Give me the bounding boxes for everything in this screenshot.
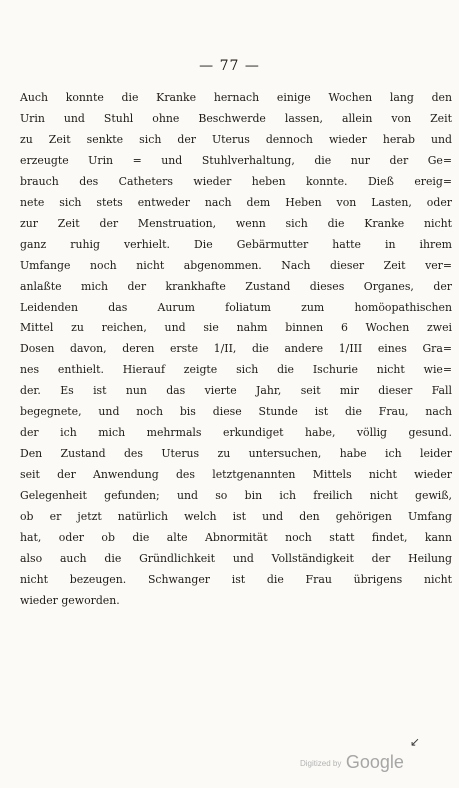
body-text [20, 88, 452, 612]
text-line: Mittel zu reichen, und sie nahm binnen 6 Wochen zwei [20, 321, 452, 335]
text-line: nes enthielt. Hierauf zeigte sich die Ischurie nicht wie= [20, 363, 452, 377]
text-line: Urin und Stuhl ohne Beschwerde lassen, allein von Zeit [20, 111, 452, 125]
text-line: brauch des Catheters wieder heben konnte. Dieß ereig= [20, 174, 452, 188]
text-line: Dosen davon, deren erste 1/II, die andere 1/III eines Gra= [20, 342, 452, 356]
text-line: nete sich stets entweder nach dem Heben von Lasten, oder [20, 195, 452, 209]
watermark-prefix: Digitized by [300, 759, 342, 768]
text-line: zur Zeit der Menstruation, wenn sich die Kranke nicht [20, 216, 452, 230]
text-line: ob er jetzt natürlich welch ist und den gehörigen Umfang [20, 510, 452, 524]
text-line: wieder geworden. [20, 593, 120, 607]
corner-mark: ↙ [410, 735, 421, 749]
text-line: der ich mich mehrmals erkundiget habe, völlig gesund. [20, 426, 452, 440]
text-line: Gelegenheit gefunden; und so bin ich freilich nicht gewiß, [20, 489, 452, 503]
page-number: — 77 — [199, 58, 260, 74]
text-line: zu Zeit senkte sich der Uterus dennoch wieder herab und [20, 132, 452, 146]
text-line: nicht bezeugen. Schwanger ist die Frau übrigens nicht [20, 572, 452, 586]
text-line: seit der Anwendung des letztgenannten Mittels nicht wieder [20, 468, 452, 482]
text-line: Den Zustand des Uterus zu untersuchen, habe ich leider [20, 447, 452, 461]
text-line: erzeugte Urin = und Stuhlverhaltung, die nur der Ge= [20, 153, 452, 167]
text-line: begegnete, und noch bis diese Stunde ist die Frau, nach [20, 405, 452, 419]
google-watermark [300, 752, 404, 773]
google-logo: Google [345, 752, 404, 772]
text-line: der. Es ist nun das vierte Jahr, seit mir dieser Fall [20, 384, 452, 398]
text-line: anlaßte mich der krankhafte Zustand dieses Organes, der [20, 279, 452, 293]
text-line: hat, oder ob die alte Abnormität noch statt findet, kann [20, 531, 452, 545]
text-line: Auch konnte die Kranke hernach einige Wochen lang den [20, 91, 452, 104]
text-line: Leidenden das Aurum foliatum zum homöopathischen [20, 300, 452, 314]
text-line: Umfange noch nicht abgenommen. Nach dieser Zeit ver= [20, 258, 452, 272]
text-line: ganz ruhig verhielt. Die Gebärmutter hatte in ihrem [20, 237, 452, 251]
text-line: also auch die Gründlichkeit und Vollständigkeit der Heilung [20, 551, 452, 565]
